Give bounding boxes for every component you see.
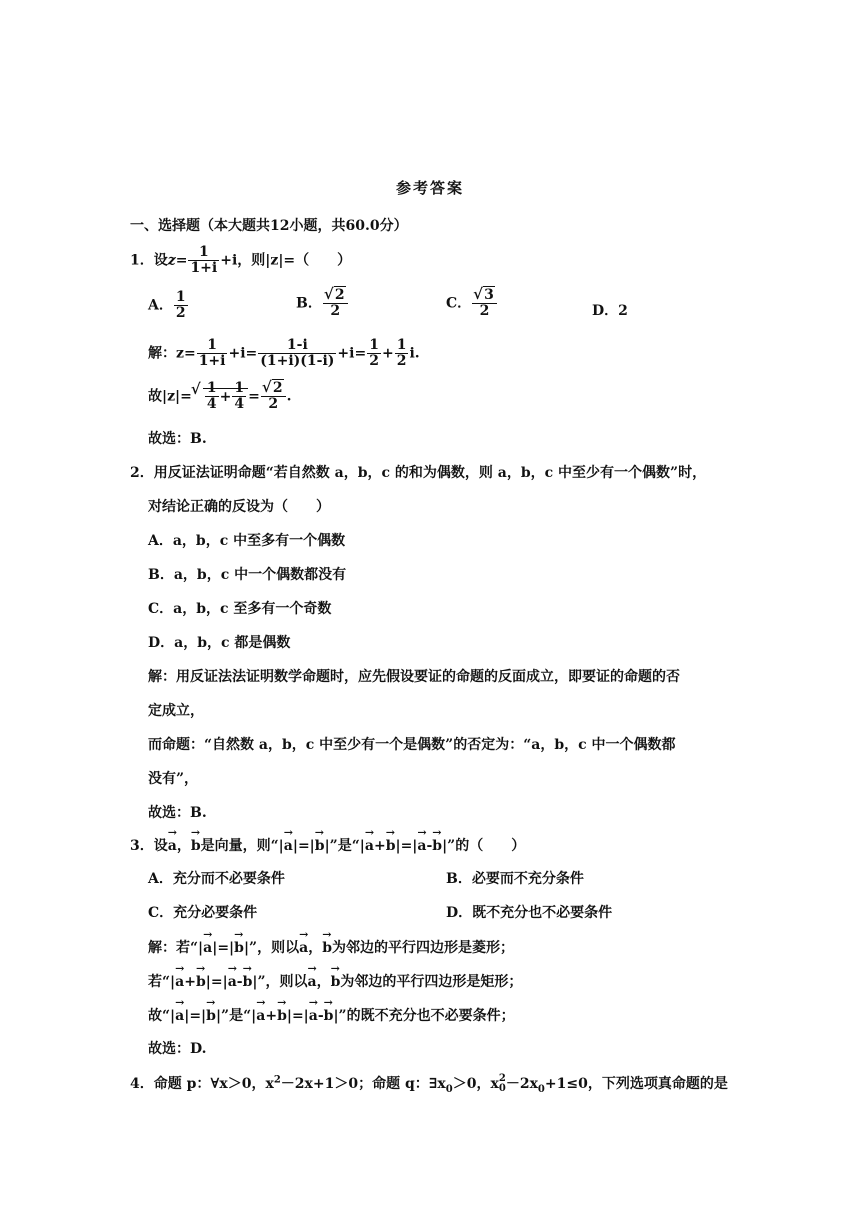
- q3-option-d: D．既不充分也不必要条件: [446, 905, 613, 921]
- q1-option-b: B． √ $\frac{2}{2}$: [296, 288, 349, 319]
- q1-answer: 故选：B.: [148, 431, 207, 447]
- q3-option-c: C．充分必要条件: [148, 905, 258, 921]
- section-heading: 一、选择题（本大题共12小题，共60.0分）: [130, 218, 408, 234]
- q1-solution-line1: 解：z= $\frac{1}{1+i}$ +i= $\frac{1-i}{(1+i)(1-i)}$ +i= $\frac{1}{2}$ + $\frac{1}{2}$ i.: [148, 337, 420, 369]
- q3-solution-line2: 若“|a →+b →|=|a →-b →|”，则以a →，b →为邻边的平行四边形是矩形；: [148, 970, 522, 991]
- q1-option-a: A． $\frac{1}{2}$: [148, 289, 186, 321]
- q2-solution-line3: 而命题：“自然数 a，b，c 中至少有一个是偶数”的否定为：“a，b，c 中一个偶数都: [148, 737, 676, 753]
- q2-option-a: A．a，b，c 中至多有一个偶数: [148, 533, 346, 549]
- q3-solution-line1: 解：若“|a →|=|b →|”，则以a →，b →为邻边的平行四边形是菱形；: [148, 936, 514, 957]
- q2-option-c: C．a，b，c 至多有一个奇数: [148, 601, 332, 617]
- q2-option-d: D．a，b，c 都是偶数: [148, 635, 291, 651]
- q1-stem: [130, 245, 351, 276]
- q1-solution-line2: 故|z|= √ $\frac{1}{4}$ + $\frac{1}{4}$ = √ $\frac{2}{2}$ .: [148, 381, 291, 412]
- q3-stem: 3．设a →，b →是向量，则“|a →|=|b →|”是“|a →+b →|=|a →-b →|”的（ ）: [130, 834, 525, 855]
- q2-option-b: B．a，b，c 中一个偶数都没有: [148, 567, 347, 583]
- q2-answer: 故选：B.: [148, 805, 207, 821]
- q3-option-a: A．充分而不必要条件: [148, 871, 285, 887]
- q1-fraction: $\frac{1}{1+i}$: [190, 244, 218, 276]
- q1-stem-d: +i，则|z|=（ ）: [220, 252, 352, 269]
- q3-option-b: B．必要而不充分条件: [446, 871, 584, 887]
- page-title: 参考答案: [395, 179, 464, 197]
- q2-solution-line2: 定成立，: [148, 703, 204, 719]
- q1-option-d: D．2: [592, 303, 628, 319]
- q4-stem: 4．命题 p：∀x＞0，$x^2-2x+1>0$；命题 q：$\exists x_0>0$，x 2 0 $-2x_0+1\le 0$，下列选项真命题的是: [130, 1073, 728, 1095]
- q3-solution-line3: 故“|a →|=|b →|”是“|a →+b →|=|a →-b →|”的既不充分也不必要条件；: [148, 1004, 515, 1025]
- q2-solution-line4: 没有”，: [148, 771, 199, 787]
- q1-option-c: C． √ $\frac{3}{2}$: [446, 288, 498, 319]
- q2-stem-line1: 2．用反证法证明命题“若自然数 a，b，c 的和为偶数，则 a，b，c 中至少有一个偶数”时，: [130, 465, 707, 481]
- vector-a: a →: [168, 834, 177, 854]
- q2-stem-line2: 对结论正确的反设为（ ）: [148, 499, 330, 515]
- q2-solution-line1: 解：用反证法法证明数学命题时，应先假设要证的命题的反面成立，即要证的命题的否: [148, 669, 680, 685]
- q1-stem-a: z=: [167, 252, 188, 269]
- vector-b: b →: [191, 834, 201, 854]
- q1-number: 1．设: [130, 252, 168, 269]
- q3-answer: 故选：D.: [148, 1041, 207, 1057]
